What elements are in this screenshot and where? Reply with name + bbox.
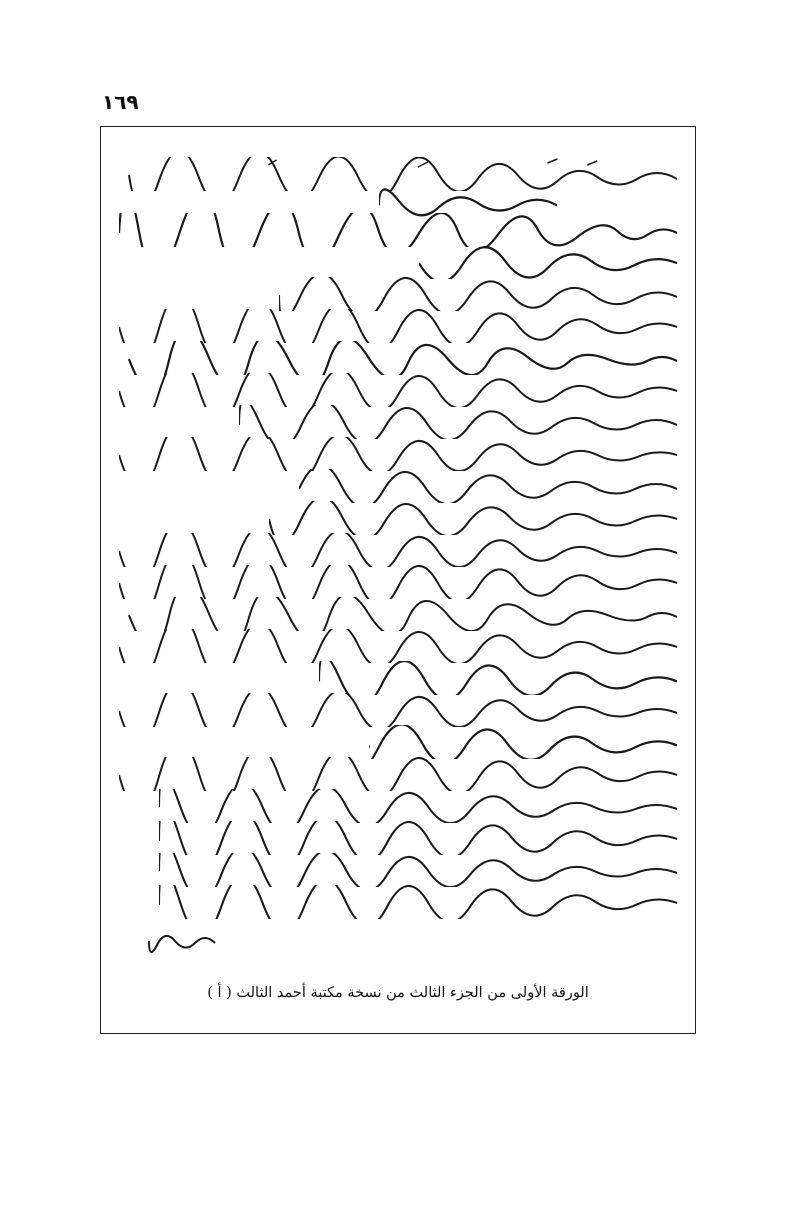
manuscript-line (159, 789, 677, 823)
manuscript-line (119, 693, 677, 727)
manuscript-line (279, 277, 677, 311)
manuscript-line (159, 821, 677, 855)
manuscript-line (119, 437, 677, 471)
manuscript-line (119, 565, 677, 599)
manuscript-line (319, 661, 677, 695)
manuscript-image (119, 147, 677, 927)
manuscript-line (369, 725, 677, 759)
manuscript-line (119, 213, 677, 247)
manuscript-line (119, 757, 677, 791)
manuscript-line (119, 629, 677, 663)
manuscript-line (269, 501, 677, 535)
manuscript-line (239, 405, 677, 439)
manuscript-line (119, 533, 677, 567)
page-number: ١٦٩ (102, 90, 139, 114)
manuscript-line (159, 885, 677, 919)
manuscript-line (119, 341, 677, 375)
manuscript-line (159, 853, 677, 887)
manuscript-line (119, 597, 677, 631)
signature-mark (147, 927, 217, 957)
page-caption: الورقة الأولى من الجزء الثالث من نسخة مكتبة أحمد الثالث ( أ ) (207, 985, 589, 1001)
manuscript-line (419, 245, 677, 279)
manuscript-line (119, 373, 677, 407)
manuscript-frame (100, 126, 696, 1034)
manuscript-line (299, 469, 677, 503)
manuscript-line (119, 309, 677, 343)
